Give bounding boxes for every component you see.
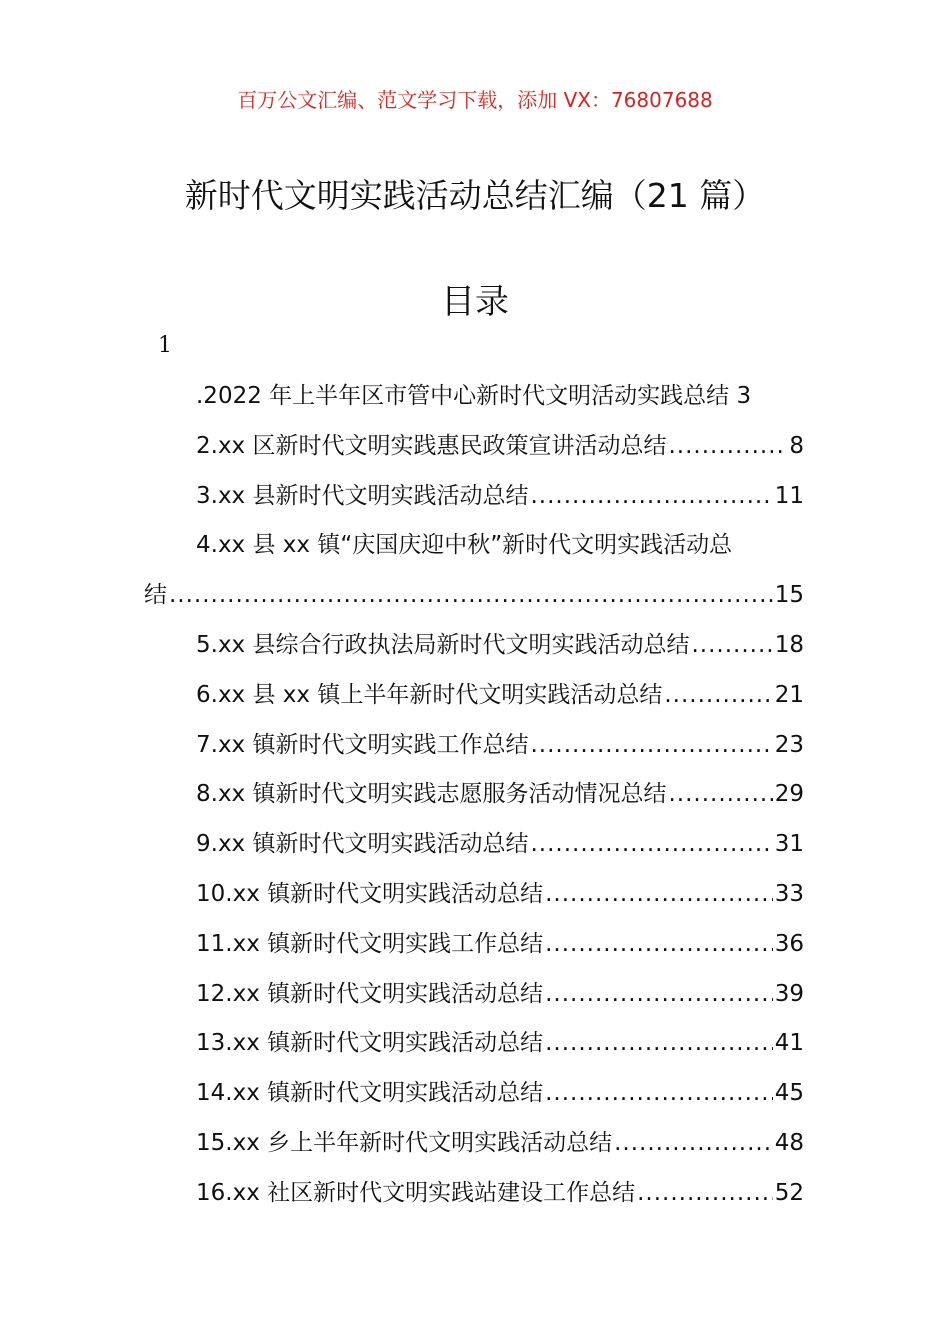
toc-page-number: 41 [774, 1030, 804, 1057]
toc-entry-title: 7.xx 镇新时代文明实践工作总结 [196, 731, 529, 758]
toc-entry-title: 9.xx 镇新时代文明实践活动总结 [196, 831, 529, 858]
toc-entry [196, 777, 804, 811]
toc-entry [196, 1126, 804, 1160]
toc-entry-title: 13.xx 镇新时代文明实践活动总结 [196, 1030, 544, 1057]
toc-heading: 目录 [441, 282, 509, 322]
toc-page-number: 18 [774, 632, 804, 658]
toc-leader-dots [691, 628, 772, 662]
toc-entry [196, 1076, 804, 1110]
toc-page-number: 23 [774, 731, 804, 758]
toc-page-number: 45 [774, 1080, 804, 1107]
toc-entry [196, 927, 804, 961]
toc-entry-title: 3.xx 县新时代文明实践活动总结 [196, 482, 529, 509]
toc-entry-title: 6.xx 县 xx 镇上半年新时代文明实践活动总结 [196, 681, 663, 708]
toc-entry [196, 728, 804, 762]
toc-entry-title: 11.xx 镇新时代文明实践工作总结 [196, 930, 544, 957]
toc-leader-dots [545, 1076, 773, 1110]
toc-leader-dots [530, 728, 772, 762]
toc-entry [196, 827, 804, 861]
toc-page-number: 15 [774, 582, 804, 609]
toc-entry-title: 8.xx 镇新时代文明实践志愿服务活动情况总结 [196, 781, 667, 808]
toc-entry-title: 14.xx 镇新时代文明实践活动总结 [196, 1080, 544, 1107]
toc-leader-dots [545, 877, 773, 911]
toc-entry [196, 1026, 804, 1060]
toc-entry [196, 877, 804, 911]
toc-entry [196, 479, 804, 513]
toc-page-number: 21 [774, 681, 804, 708]
toc-leader-dots [668, 429, 787, 463]
header-note: 百万公文汇编、范文学习下载，添加 VX：76807688 [237, 88, 713, 112]
toc-page-number: 48 [774, 1130, 804, 1156]
toc-entry [196, 379, 804, 413]
toc-leader-dots [530, 479, 772, 513]
toc-page-number: 39 [774, 980, 804, 1007]
toc-leader-dots [637, 1176, 773, 1210]
toc-entry-title: 12.xx 镇新时代文明实践活动总结 [196, 980, 544, 1007]
toc-leader-dots [545, 977, 773, 1011]
toc-entry [196, 678, 804, 712]
toc-page-number: 31 [774, 831, 804, 858]
toc-page-number: 52 [774, 1179, 804, 1206]
toc-page-number: 8 [789, 432, 804, 459]
toc-entry [196, 628, 804, 662]
toc-page-number: 36 [774, 930, 804, 957]
toc-entry [196, 429, 804, 463]
toc-entry-title: 2.xx 区新时代文明实践惠民政策宣讲活动总结 [196, 432, 667, 459]
toc-entry [196, 977, 804, 1011]
toc-entry [196, 528, 804, 562]
toc-page-number: 29 [774, 781, 804, 808]
toc-leader-dots [169, 578, 773, 612]
toc-leader-dots [664, 678, 772, 712]
toc-page-number: 33 [774, 881, 804, 907]
toc-page-number: 11 [774, 482, 804, 509]
toc-entry-title: 4.xx 县 xx 镇“庆国庆迎中秋”新时代文明实践活动总 [196, 532, 733, 559]
toc-entry-title: .2022 年上半年区市管中心新时代文明活动实践总结 3 [196, 383, 752, 409]
toc-entry-title: 15.xx 乡上半年新时代文明实践活动总结 [196, 1130, 613, 1156]
toc-leader-dots [614, 1126, 773, 1160]
page-marker-number: 1 [158, 333, 172, 358]
toc-entry-title: 5.xx 县综合行政执法局新时代文明实践活动总结 [196, 632, 690, 658]
toc-entry-title: 16.xx 社区新时代文明实践站建设工作总结 [196, 1179, 636, 1206]
toc-leader-dots [668, 777, 772, 811]
toc-leader-dots [530, 827, 772, 861]
toc-entry [144, 578, 804, 612]
toc-entry-title: 结 [144, 582, 167, 609]
toc-entry [196, 1176, 804, 1210]
document-title: 新时代文明实践活动总结汇编（21 篇） [184, 176, 766, 215]
toc-leader-dots [545, 1026, 773, 1060]
toc-leader-dots [545, 927, 773, 961]
toc-entry-title: 10.xx 镇新时代文明实践活动总结 [196, 881, 544, 907]
